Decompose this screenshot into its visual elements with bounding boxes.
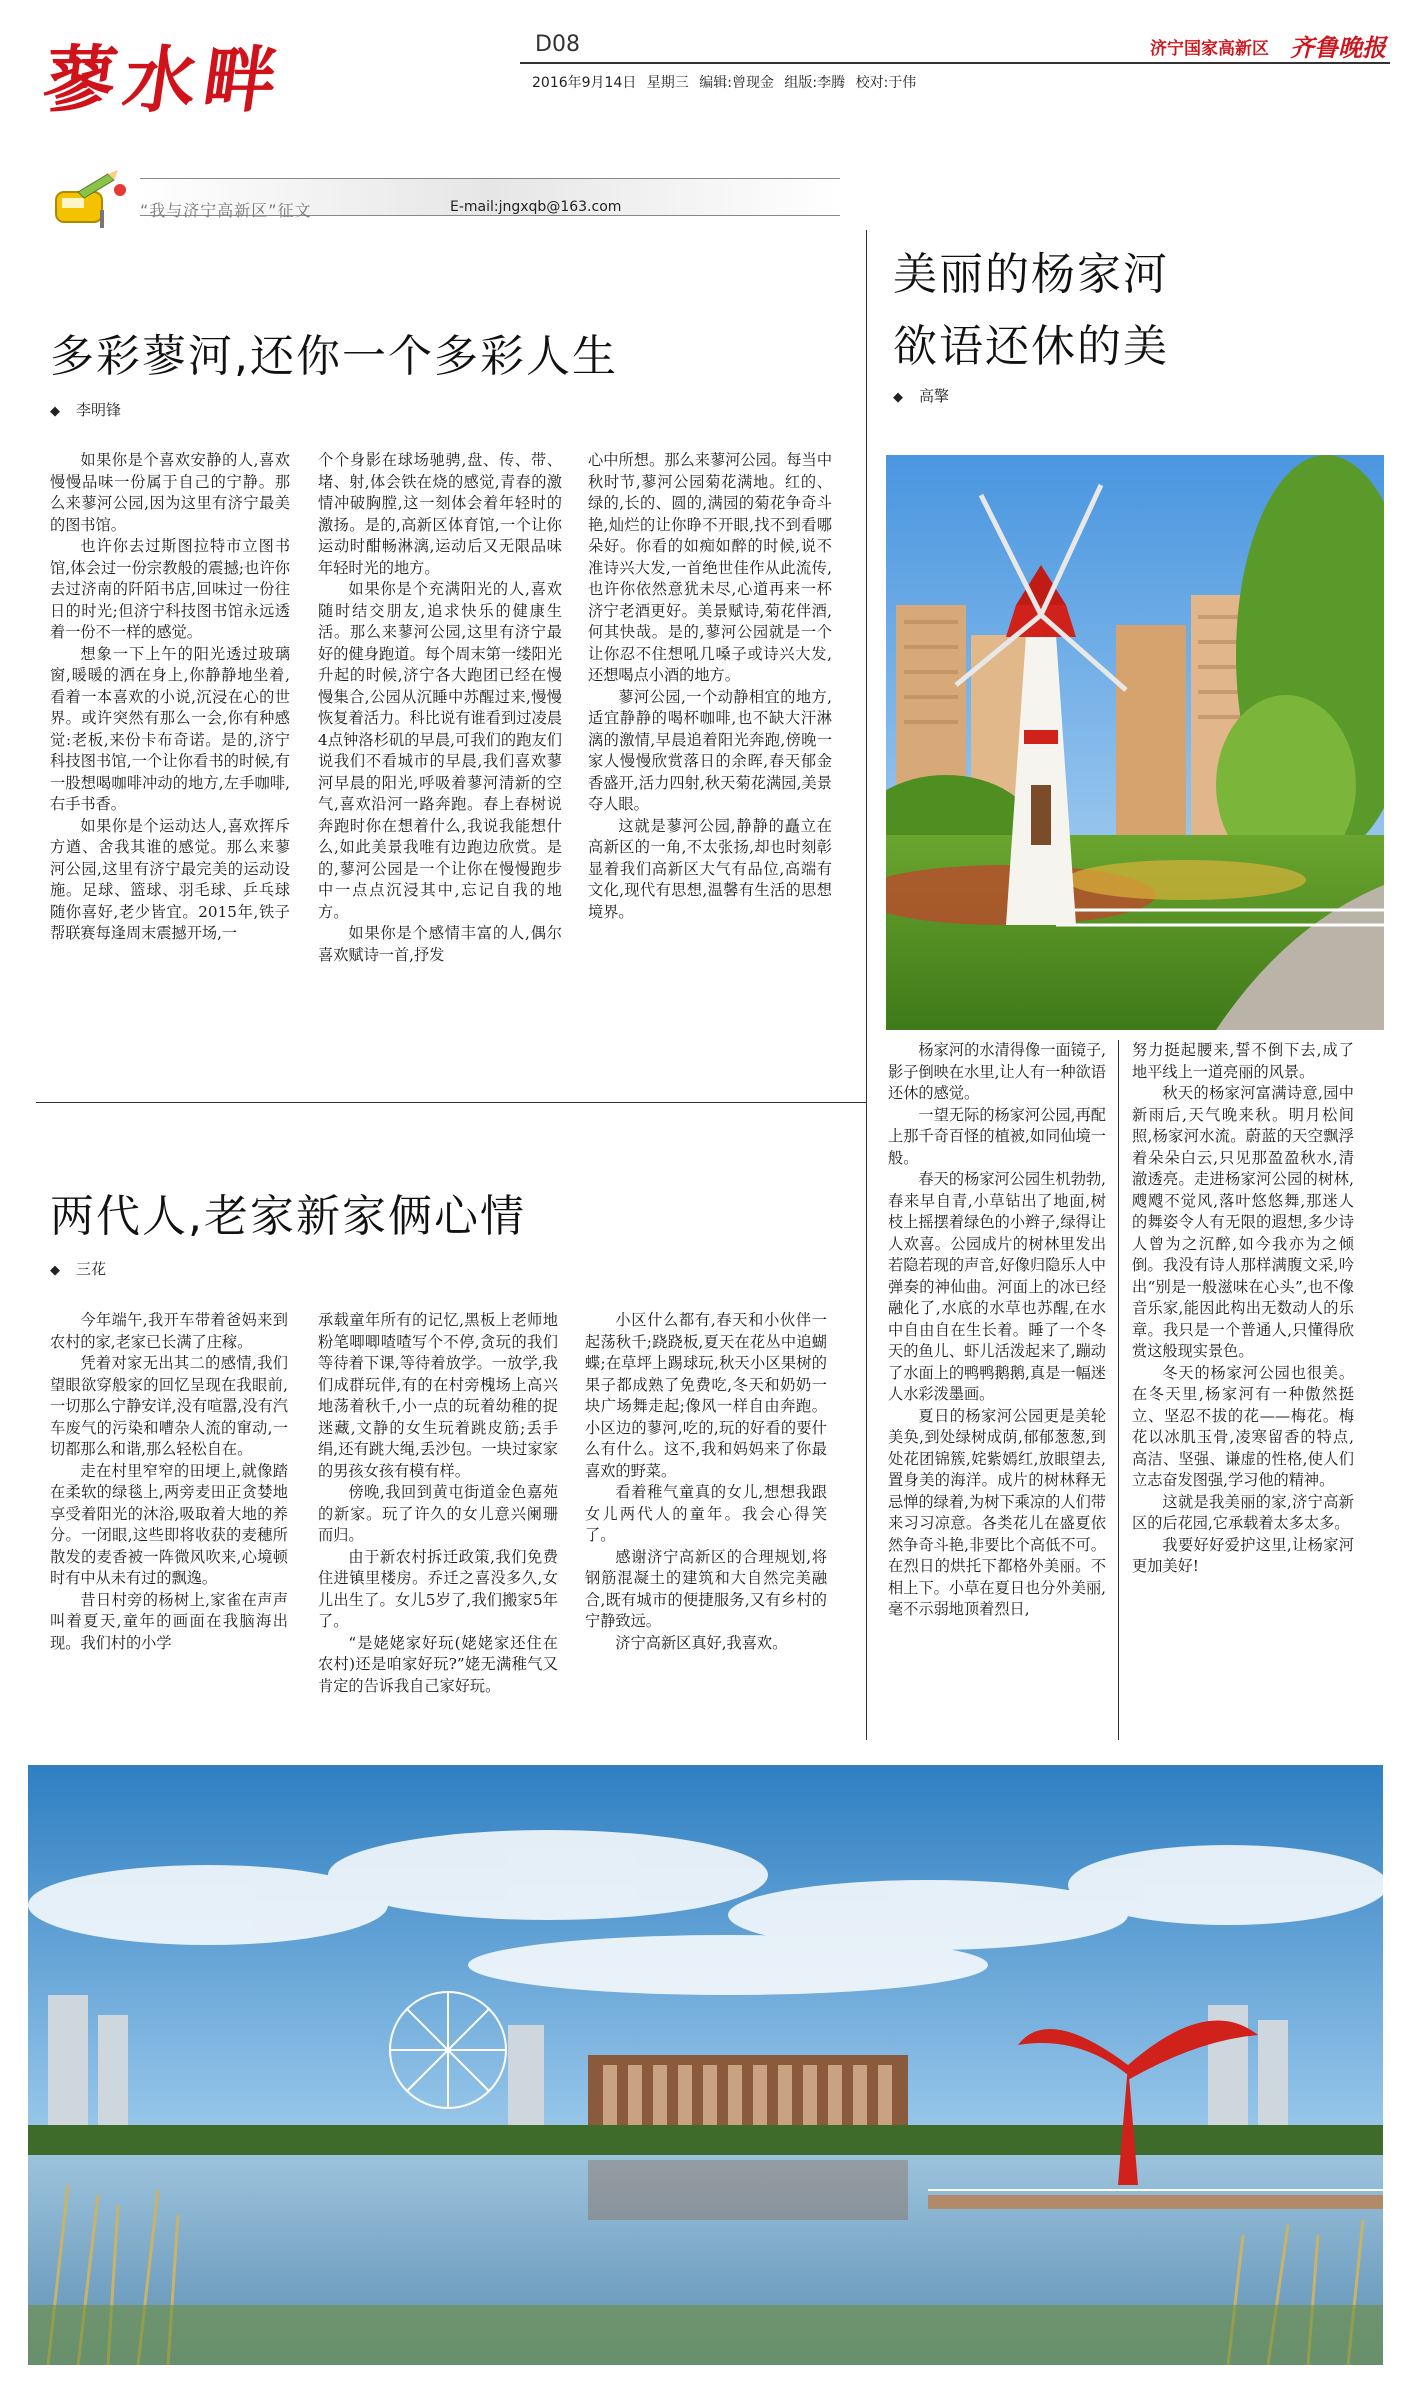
article2-headline-line2: 欲语还休的美	[893, 321, 1169, 372]
diamond-icon: ◆	[893, 390, 903, 405]
article3-column-1	[50, 1310, 288, 1760]
paper-logo: 齐鲁晚报	[1290, 33, 1386, 62]
article3-column-3	[585, 1310, 827, 1760]
paragraph: 冬天的杨家河公园也很美。在冬天里,杨家河有一种傲然挺立、坚忍不拔的花——梅花。梅花以冰肌玉骨,凌寒留香的特点,高洁、坚强、谦虚的性格,使人们立志奋发图强,学习他的精神。	[1132, 1363, 1354, 1489]
windmill-illustration	[886, 455, 1384, 1030]
article3-byline	[50, 1258, 106, 1279]
paragraph: 我要好好爱护这里,让杨家河更加美好!	[1132, 1535, 1354, 1575]
paragraph: 由于新农村拆迁政策,我们免费住进镇里楼房。乔迁之喜没多久,女儿出生了。女儿5岁了,我们搬家5年了。	[318, 1547, 558, 1630]
paragraph: 春天的杨家河公园生机勃勃,春来早自青,小草钻出了地面,树枝上摇摆着绿色的小辫子,绿得让人欢喜。公园成片的树林里发出若隐若现的声音,好像归隐乐人中弹奏的神仙曲。河面上的冰已经融化了,水底的水草也苏醒,在水中自由自在生长着。睡了一个冬天的鱼儿、虾儿活泼起来了,蹦动了水面上的鸭鸭鹅鹅,真是一幅迷人水彩泼墨画。	[888, 1170, 1106, 1403]
paragraph: 个个身影在球场驰骋,盘、传、带、堵、射,体会铁在烧的感觉,青春的激情冲破胸膛,这一刻体会着年轻时的激扬。是的,高新区体育馆,一个让你运动时酣畅淋漓,运动后又无限品味年轻时光的地方。	[318, 451, 562, 577]
paragraph: 夏日的杨家河公园更是美轮美奂,到处绿树成荫,郁郁葱葱,到处花团锦簇,姹紫嫣红,放眼望去,置身美的海洋。成片的树林释无忌惮的绿着,为树下乘凉的人们带来习习凉意。各类花儿在盛夏依然争奇斗艳,非要比个高低不可。在烈日的烘托下都格外美丽。不相上下。小草在夏日也分外美丽,毫不示弱地顶着烈日,	[888, 1406, 1106, 1618]
paragraph: 如果你是个感情丰富的人,偶尔喜欢赋诗一首,抒发	[318, 924, 562, 964]
paragraph: 也许你去过斯图拉特市立图书馆,体会过一份宗教般的震撼;也许你去过济南的阡陌书店,回味过一份往日的时光;但济宁科技图书馆永远透着一份不一样的感觉。	[50, 537, 290, 641]
district-name: 济宁国家高新区	[1150, 39, 1269, 59]
article3-headline: 两代人,老家新家俩心情	[50, 1191, 526, 1242]
diamond-icon: ◆	[50, 1263, 60, 1278]
article1-author: 李明锋	[76, 401, 122, 419]
paragraph: 这就是我美丽的家,济宁高新区的后花园,它承载着太多太多。	[1132, 1492, 1354, 1532]
page-number: D08	[535, 32, 580, 57]
lake-illustration	[28, 1765, 1383, 2365]
article3-author: 三花	[76, 1260, 107, 1278]
paragraph: 感谢济宁高新区的合理规划,将钢筋混凝土的建筑和大自然完美融合,既有城市的便捷服务,又有乡村的宁静致远。	[585, 1547, 827, 1630]
paragraph: 昔日村旁的杨树上,家雀在声声叫着夏天,童年的画面在我脑海出现。我们村的小学	[50, 1590, 288, 1652]
paragraph: 这就是蓼河公园,静静的矗立在高新区的一角,不太张扬,却也时刻彰显着我们高新区大气有品位,高端有文化,现代有思想,温馨有生活的思想境界。	[588, 816, 832, 921]
article2-byline	[893, 385, 949, 406]
paragraph: 济宁高新区真好,我喜欢。	[615, 1633, 788, 1652]
article2-column-2	[1132, 1040, 1354, 1740]
paragraph: 心中所想。那么来蓼河公园。每当中秋时节,蓼河公园菊花满地。红的、绿的,长的、圆的,满园的菊花争奇斗艳,灿烂的让你睁不开眼,找不到看哪朵好。你看的如痴如醉的时候,说不准诗兴大发,一首绝世佳作从此流传,也许你依然意犹未尽,心道再来一杯济宁老酒更好。美景赋诗,菊花伴酒,何其快哉。是的,蓼河公园就是一个让你忍不住想吼几嗓子或诗兴大发,还想喝点小酒的地方。	[588, 451, 832, 684]
divider-vertical-top	[866, 230, 867, 1100]
article2-headline-line1: 美丽的杨家河	[893, 249, 1169, 300]
paragraph: 看着稚气童真的女儿,想想我跟女儿两代人的童年。我会心得笑了。	[585, 1483, 827, 1544]
article1-headline: 多彩蓼河,还你一个多彩人生	[50, 331, 618, 382]
article3-column-2	[318, 1310, 558, 1760]
paragraph: “是姥姥家好玩(姥姥家还住在农村)还是咱家好玩?”姥无满稚气又肯定的告诉我自己家好玩。	[318, 1633, 558, 1695]
article1-column-1	[50, 450, 290, 1098]
essay-call-title: “我与济宁高新区”征文	[140, 201, 312, 220]
paragraph: 承载童年所有的记忆,黑板上老师地粉笔唧唧喳喳写个不停,贪玩的我们等待着下课,等待着放学。一放学,我们成群玩伴,有的在村旁槐场上高兴地荡着秋千,小一点的玩着幼稚的捉迷藏,文静的女生玩着跳皮筋;丢手绢,还有跳大绳,丢沙包。一块过家家的男孩女孩有模有样。	[318, 1311, 558, 1480]
article1-column-3	[588, 450, 832, 1050]
article2-column-1	[888, 1040, 1106, 1740]
divider-vertical-bottom	[866, 1040, 867, 1740]
article2-author: 高擎	[919, 387, 950, 405]
paragraph: 杨家河的水清得像一面镜子,影子倒映在水里,让人有一种欲语还休的感觉。	[888, 1041, 1106, 1102]
paragraph: 如果你是个充满阳光的人,喜欢随时结交朋友,追求快乐的健康生活。那么来蓼河公园,这里有济宁最好的健身跑道。每个周末第一缕阳光升起的时候,济宁各大跑团已经在慢慢集合,公园从沉睡中苏醒过来,慢慢恢复着活力。科比说有谁看到过凌晨4点钟洛杉矶的早晨,可我们的跑友们说我们不看城市的早晨,我们喜欢蓼河早晨的阳光,呼吸着蓼河清新的空气,喜欢沿河一路奔跑。春上春树说奔跑时你在想着什么,我说我能想什么,如此美景我唯有边跑边欣赏。是的,蓼河公园是一个让你在慢慢跑步中一点点沉浸其中,忘记自我的地方。	[318, 580, 562, 921]
paragraph: 小区什么都有,春天和小伙伴一起荡秋千;跷跷板,夏天在花丛中追蝴蝶;在草坪上踢球玩,秋天小区果树的果子都成熟了免费吃,冬天和奶奶一块广场舞走起;像风一样自由奔跑。小区边的蓼河,吃的,玩的好看的要什么有什么。这不,我和妈妈来了你最喜欢的野菜。	[585, 1311, 827, 1480]
paragraph: 努力挺起腰来,誓不倒下去,成了地平线上一道亮丽的风景。	[1132, 1041, 1354, 1081]
paragraph: 蓼河公园,一个动静相宜的地方,适宜静静的喝杯咖啡,也不缺大汗淋漓的激情,早晨追着阳光奔跑,傍晚一家人慢慢欣赏落日的余晖,春天郁金香盛开,活力四射,秋天菊花满园,美景夺人眼。	[588, 687, 832, 813]
paragraph: 如果你是个运动达人,喜欢挥斥方遒、舍我其谁的感觉。那么来蓼河公园,这里有济宁最完美的运动设施。足球、篮球、羽毛球、乒乓球随你喜好,老少皆宜。2015年,铁子帮联赛每逢周末震撼开场,一	[50, 816, 290, 942]
article1-column-2	[318, 450, 562, 1098]
windmill-photo	[886, 455, 1384, 1030]
diamond-icon: ◆	[50, 404, 60, 419]
paragraph: 如果你是个喜欢安静的人,喜欢慢慢品味一份属于自己的宁静。那么来蓼河公园,因为这里有济宁最美的图书馆。	[50, 451, 290, 534]
paragraph: 秋天的杨家河富满诗意,园中新雨后,天气晚来秋。明月松间照,杨家河水流。蔚蓝的天空飘浮着朵朵白云,只见那盈盈秋水,清澈透亮。走进杨家河公园的树林,飕飕不觉风,落叶悠悠舞,那迷人的舞姿令人有无限的遐想,多少诗人曾为之沉醉,如今我亦为之倾倒。我没有诗人那样满腹文采,吟出“别是一般滋味在心头”,也不像音乐家,能因此构出无数动人的乐章。我只是一个普通人,只懂得欣赏这般现实景色。	[1132, 1084, 1354, 1360]
article1-byline	[50, 399, 121, 420]
divider-horizontal-left	[36, 1102, 866, 1103]
paragraph: 想象一下上午的阳光透过玻璃窗,暖暖的洒在身上,你静静地坐着,看着一本喜欢的小说,沉浸在心的世界。或许突然有那么一会,你有种感觉:老板,来份卡布奇诺。是的,济宁科技图书馆,一个让你看书的时候,有一股想喝咖啡冲动的地方,左手咖啡,右手书香。	[50, 644, 290, 813]
mailbox-pencil-icon	[48, 170, 136, 230]
paragraph: 傍晚,我回到黄屯街道金色嘉苑的新家。玩了许久的女儿意兴阑珊而归。	[318, 1483, 558, 1544]
paragraph: 一望无际的杨家河公园,再配上那千奇百怪的植被,如同仙境一般。	[888, 1105, 1106, 1167]
masthead-title: 蓼水畔	[38, 37, 291, 122]
essay-email: E-mail:jngxqb@163.com	[450, 199, 622, 215]
ferris-wheel	[390, 1992, 506, 2108]
masthead	[0, 0, 1409, 140]
paragraph: 走在村里窄窄的田埂上,就像踏在柔软的绿毯上,两旁麦田正贪婪地享受着阳光的沐浴,吸取着大地的养分。一闭眼,这些即将收获的麦穗所散发的麦香被一阵微风吹来,心境顿时有中从未有过的飘逸。	[50, 1461, 288, 1587]
masthead-rule	[520, 62, 1390, 64]
divider-column-a2	[1118, 1040, 1119, 1740]
paragraph: 今年端午,我开车带着爸妈来到农村的家,老家已长满了庄稼。	[50, 1311, 288, 1351]
paragraph: 凭着对家无出其二的感情,我们望眼欲穿般家的回忆呈现在我眼前,一切那么宁静安详,没有喧嚣,没有汽车废气的污染和嘈杂人流的窜动,一切都那么和谐,那么轻松自在。	[50, 1354, 288, 1458]
lake-panorama-photo	[28, 1765, 1383, 2365]
issue-meta: 2016年9月14日 星期三 编辑:曾现金 组版:李腾 校对:于伟	[532, 75, 917, 91]
